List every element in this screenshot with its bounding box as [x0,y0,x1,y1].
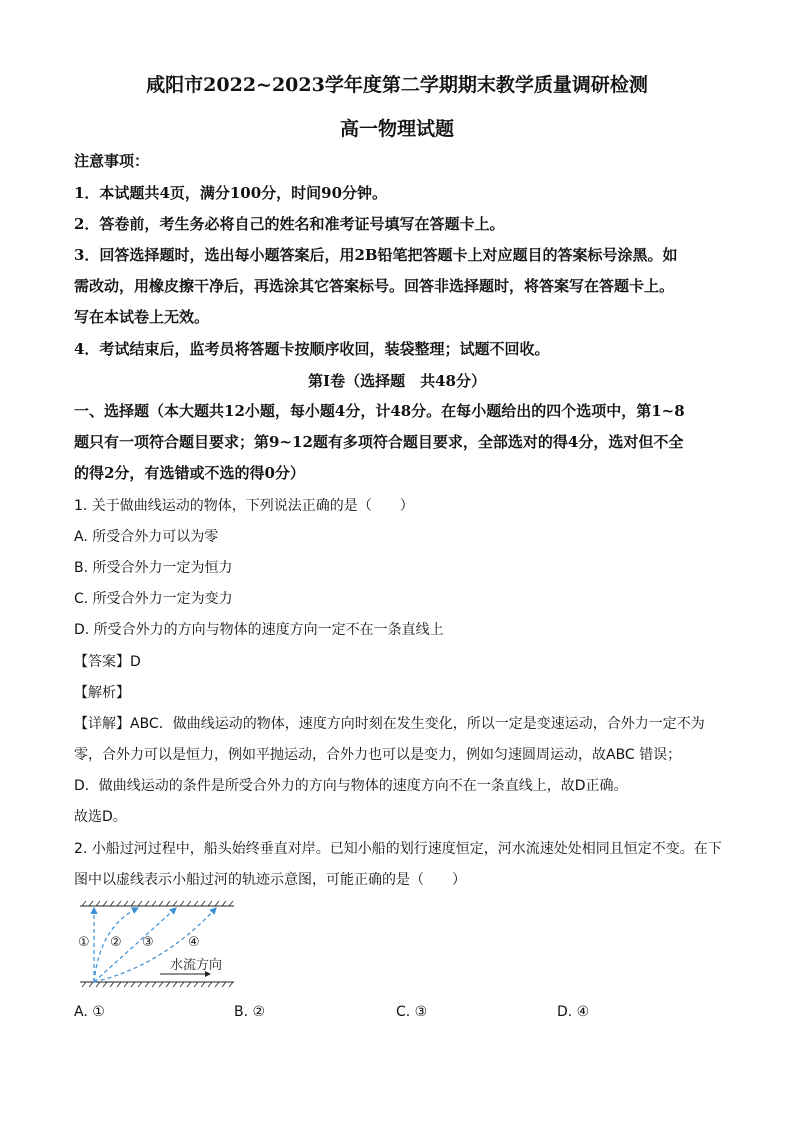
q2-stem-2: 图中以虚线表示小船过河的轨迹示意图，可能正确的是（ ） [74,872,466,888]
section-instructions-2: 题只有一项符合题目要求；第9~12题有多项符合题目要求，全部选对的得4分，选对但不全 [74,433,684,451]
q2-option-d: D. ④ [557,1004,590,1020]
q1-option-b: B. 所受合外力一定为恒力 [74,560,233,576]
label-2: ② [110,935,122,950]
note-item-3-cont: 需改动，用橡皮擦干净后，再选涂其它答案标号。回答非选择题时，将答案写在答题卡上。 [74,277,675,295]
note-item-2: 2．答卷前，考生务必将自己的姓名和准考证号填写在答题卡上。 [74,215,505,233]
note-item-3-cont2: 写在本试卷上无效。 [74,308,210,326]
label-3: ③ [142,935,154,950]
q1-answer: 【答案】D [74,654,141,670]
q1-analysis-label: 【解析】 [74,685,130,701]
trajectory-3 [94,908,176,982]
flow-direction-label: 水流方向 [170,958,223,973]
bottom-bank [80,982,234,987]
q1-option-c: C. 所受合外力一定为变力 [74,591,233,607]
section-instructions-3: 的得2分，有选错或不选的得0分） [74,464,305,482]
q2-option-b: B. ② [234,1004,266,1020]
exam-subtitle: 高一物理试题 [339,118,454,140]
note-item-4: 4．考试结束后，监考员将答题卡按顺序收回，装袋整理；试题不回收。 [74,340,550,358]
label-1: ① [78,935,90,950]
notes-heading: 注意事项： [74,152,150,170]
top-bank [80,901,234,906]
q2-option-a: A. ① [74,1004,105,1020]
q1-detail-2: 零，合外力可以是恒力，例如平抛运动，合外力也可以是变力，例如匀速圆周运动，故ABC 错误； [74,747,682,763]
q1-option-a: A. 所受合外力可以为零 [74,529,219,545]
q1-stem: 1. 关于做曲线运动的物体，下列说法正确的是（ ） [74,498,414,514]
note-item-1: 1．本试题共4页，满分100分，时间90分钟。 [74,184,388,202]
river-crossing-figure [72,896,242,996]
q2-stem-1: 2. 小船过河过程中，船头始终垂直对岸。已知小船的划行速度恒定，河水流速处处相同且恒定不变。在下 [74,841,722,857]
note-item-3: 3．回答选择题时，选出每小题答案后，用2B铅笔把答题卡上对应题目的答案标号涂黑。如 [74,246,678,264]
q1-detail-3: D．做曲线运动的条件是所受合外力的方向与物体的速度方向不在一条直线上，故D正确。 [74,778,628,794]
q1-detail-1: 【详解】ABC．做曲线运动的物体，速度方向时刻在发生变化，所以一定是变速运动，合外力一定不为 [74,716,705,732]
section-title: 第Ⅰ卷（选择题 共48分） [308,372,486,390]
q2-option-c: C. ③ [396,1004,428,1020]
q1-option-d: D. 所受合外力的方向与物体的速度方向一定不在一条直线上 [74,622,444,638]
section-instructions-1: 一、选择题（本大题共12小题，每小题4分，计48分。在每小题给出的四个选项中，第1~8 [74,402,685,420]
label-4: ④ [188,935,200,950]
q1-detail-4: 故选D。 [74,809,127,825]
exam-title: 咸阳市2022~2023学年度第二学期期末教学质量调研检测 [146,74,648,96]
